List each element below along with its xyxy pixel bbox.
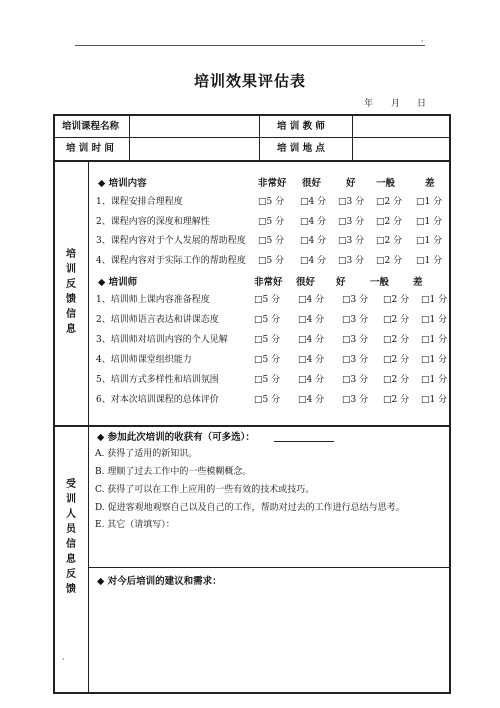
trainer-rating-verygood: 很好	[296, 277, 316, 288]
trainer-label: 培 训 教 师	[277, 121, 325, 132]
trainer-score-checkbox[interactable]: □4 分	[298, 315, 325, 325]
gain-other-field[interactable]	[90, 533, 448, 566]
trainer-item-label: 5、培训方式多样性和培训氛围	[96, 375, 219, 385]
trainer-score-checkbox[interactable]: □1 分	[421, 315, 448, 325]
trainer-score-checkbox[interactable]: □3 分	[342, 375, 369, 385]
trainer-score-checkbox[interactable]: □4 分	[298, 335, 325, 345]
date-year: 年	[364, 99, 374, 109]
trainer-score-checkbox[interactable]: □1 分	[421, 355, 448, 365]
gain-option-b: B. 理顺了过去工作中的一些模糊概念。	[95, 467, 252, 477]
trainer-score-checkbox[interactable]: □2 分	[383, 295, 410, 305]
content-rating-average: 一般	[376, 178, 396, 189]
trainer-score-checkbox[interactable]: □1 分	[421, 375, 448, 385]
trainer-item-label: 1、培训师上课内容准备程度	[96, 295, 210, 305]
content-score-checkbox[interactable]: □4 分	[300, 216, 327, 227]
trainer-score-checkbox[interactable]: □1 分	[421, 295, 448, 305]
trainer-rating-excellent: 非常好	[254, 277, 283, 288]
content-score-checkbox[interactable]: □3 分	[338, 216, 365, 227]
trainer-item-label: 4、培训师课堂组织能力	[96, 355, 192, 365]
content-item-label: 1、课程安排合理程度	[96, 197, 183, 207]
footer-mark: ·	[62, 655, 65, 664]
trainer-score-checkbox[interactable]: □2 分	[383, 375, 410, 385]
trainer-score-checkbox[interactable]: □5 分	[254, 315, 281, 325]
trainer-score-checkbox[interactable]: □3 分	[342, 315, 369, 325]
trainer-score-checkbox[interactable]: □4 分	[298, 295, 325, 305]
trainer-score-checkbox[interactable]: □2 分	[383, 335, 410, 345]
trainer-score-checkbox[interactable]: □3 分	[342, 395, 369, 405]
trainer-item-label: 6、对本次培训课程的总体评价	[96, 395, 219, 405]
location-label: 培 训 地 点	[277, 143, 325, 154]
trainer-score-checkbox[interactable]: □5 分	[254, 395, 281, 405]
suggestion-field[interactable]	[90, 590, 448, 690]
course-name-label: 培训课程名称	[62, 121, 120, 132]
trainer-rating-poor: 差	[413, 277, 423, 288]
suggestion-header: ◆ 对今后培训的建议和需求：	[97, 576, 222, 587]
trainer-score-checkbox[interactable]: □4 分	[298, 395, 325, 405]
content-score-checkbox[interactable]: □5 分	[258, 236, 285, 246]
content-rating-verygood: 很好	[302, 178, 322, 189]
training-feedback-side-label: 培 训 反 馈 信 息	[66, 249, 76, 335]
time-label: 培 训 时 间	[66, 143, 114, 154]
gain-option-c: C. 获得了可以在工作上应用的一些有效的技术或技巧。	[95, 485, 315, 495]
header-mark: ·	[421, 37, 424, 46]
content-score-checkbox[interactable]: □4 分	[300, 236, 327, 246]
gain-header: ◆ 参加此次培训的收获有（可多选）：	[97, 432, 255, 443]
content-score-checkbox[interactable]: □5 分	[258, 197, 285, 207]
date-month: 月	[391, 99, 401, 109]
trainer-rating-good: 好	[336, 277, 346, 288]
content-rating-excellent: 非常好	[258, 178, 287, 189]
content-item-label: 4、课程内容对于实际工作的帮助程度	[96, 255, 246, 266]
trainer-score-checkbox[interactable]: □5 分	[254, 375, 281, 385]
content-score-checkbox[interactable]: □2 分	[376, 236, 403, 246]
content-item-label: 3、课程内容对于个人发展的帮助程度	[96, 236, 246, 246]
trainer-score-checkbox[interactable]: □4 分	[298, 375, 325, 385]
gain-option-e: E. 其它（请填写）：	[95, 520, 175, 530]
trainer-score-checkbox[interactable]: □5 分	[254, 355, 281, 365]
trainer-field[interactable]	[353, 116, 448, 136]
content-score-checkbox[interactable]: □1 分	[416, 236, 443, 246]
date-day: 日	[417, 99, 427, 109]
location-field[interactable]	[353, 138, 448, 159]
content-item-label: 2、课程内容的深度和理解性	[96, 216, 210, 227]
trainer-item-label: 3、培训师对培训内容的个人见解	[96, 335, 228, 345]
content-score-checkbox[interactable]: □5 分	[258, 255, 285, 266]
trainer-score-checkbox[interactable]: □2 分	[383, 395, 410, 405]
course-name-field[interactable]	[130, 116, 258, 136]
trainer-score-checkbox[interactable]: □1 分	[421, 395, 448, 405]
trainer-score-checkbox[interactable]: □3 分	[342, 335, 369, 345]
content-rating-good: 好	[346, 178, 356, 189]
trainer-score-checkbox[interactable]: □2 分	[383, 355, 410, 365]
content-score-checkbox[interactable]: □4 分	[300, 255, 327, 266]
content-score-checkbox[interactable]: □2 分	[376, 255, 403, 266]
page-title: 培训效果评估表	[193, 72, 306, 90]
trainer-score-checkbox[interactable]: □3 分	[342, 295, 369, 305]
trainer-score-checkbox[interactable]: □3 分	[342, 355, 369, 365]
header-rule	[75, 45, 425, 46]
trainer-item-label: 2、培训师语言表达和讲课态度	[96, 315, 219, 325]
content-score-checkbox[interactable]: □3 分	[338, 255, 365, 266]
trainer-score-checkbox[interactable]: □5 分	[254, 295, 281, 305]
trainee-feedback-side-label: 受 训 人 员 信 息 反 馈	[66, 479, 76, 595]
content-header: ◆ 培训内容	[98, 178, 147, 189]
content-score-checkbox[interactable]: □1 分	[416, 197, 443, 207]
content-score-checkbox[interactable]: □1 分	[416, 216, 443, 227]
gain-option-a: A. 获得了适用的新知识。	[95, 449, 198, 459]
content-score-checkbox[interactable]: □3 分	[338, 236, 365, 246]
content-rating-poor: 差	[425, 178, 435, 189]
content-score-checkbox[interactable]: □3 分	[338, 197, 365, 207]
trainer-score-checkbox[interactable]: □5 分	[254, 335, 281, 345]
content-score-checkbox[interactable]: □1 分	[416, 255, 443, 266]
trainer-rating-average: 一般	[370, 277, 390, 288]
content-score-checkbox[interactable]: □5 分	[258, 216, 285, 227]
trainer-score-checkbox[interactable]: □4 分	[298, 355, 325, 365]
gain-fill-line[interactable]	[274, 441, 334, 442]
trainer-score-checkbox[interactable]: □2 分	[383, 315, 410, 325]
content-score-checkbox[interactable]: □4 分	[300, 197, 327, 207]
trainer-header: ◆ 培训师	[98, 277, 138, 288]
trainer-score-checkbox[interactable]: □1 分	[421, 335, 448, 345]
time-field[interactable]	[130, 138, 258, 159]
content-score-checkbox[interactable]: □2 分	[376, 197, 403, 207]
content-score-checkbox[interactable]: □2 分	[376, 216, 403, 227]
gain-option-d: D. 促进客观地观察自己以及自己的工作，帮助对过去的工作进行总结与思考。	[95, 503, 405, 513]
